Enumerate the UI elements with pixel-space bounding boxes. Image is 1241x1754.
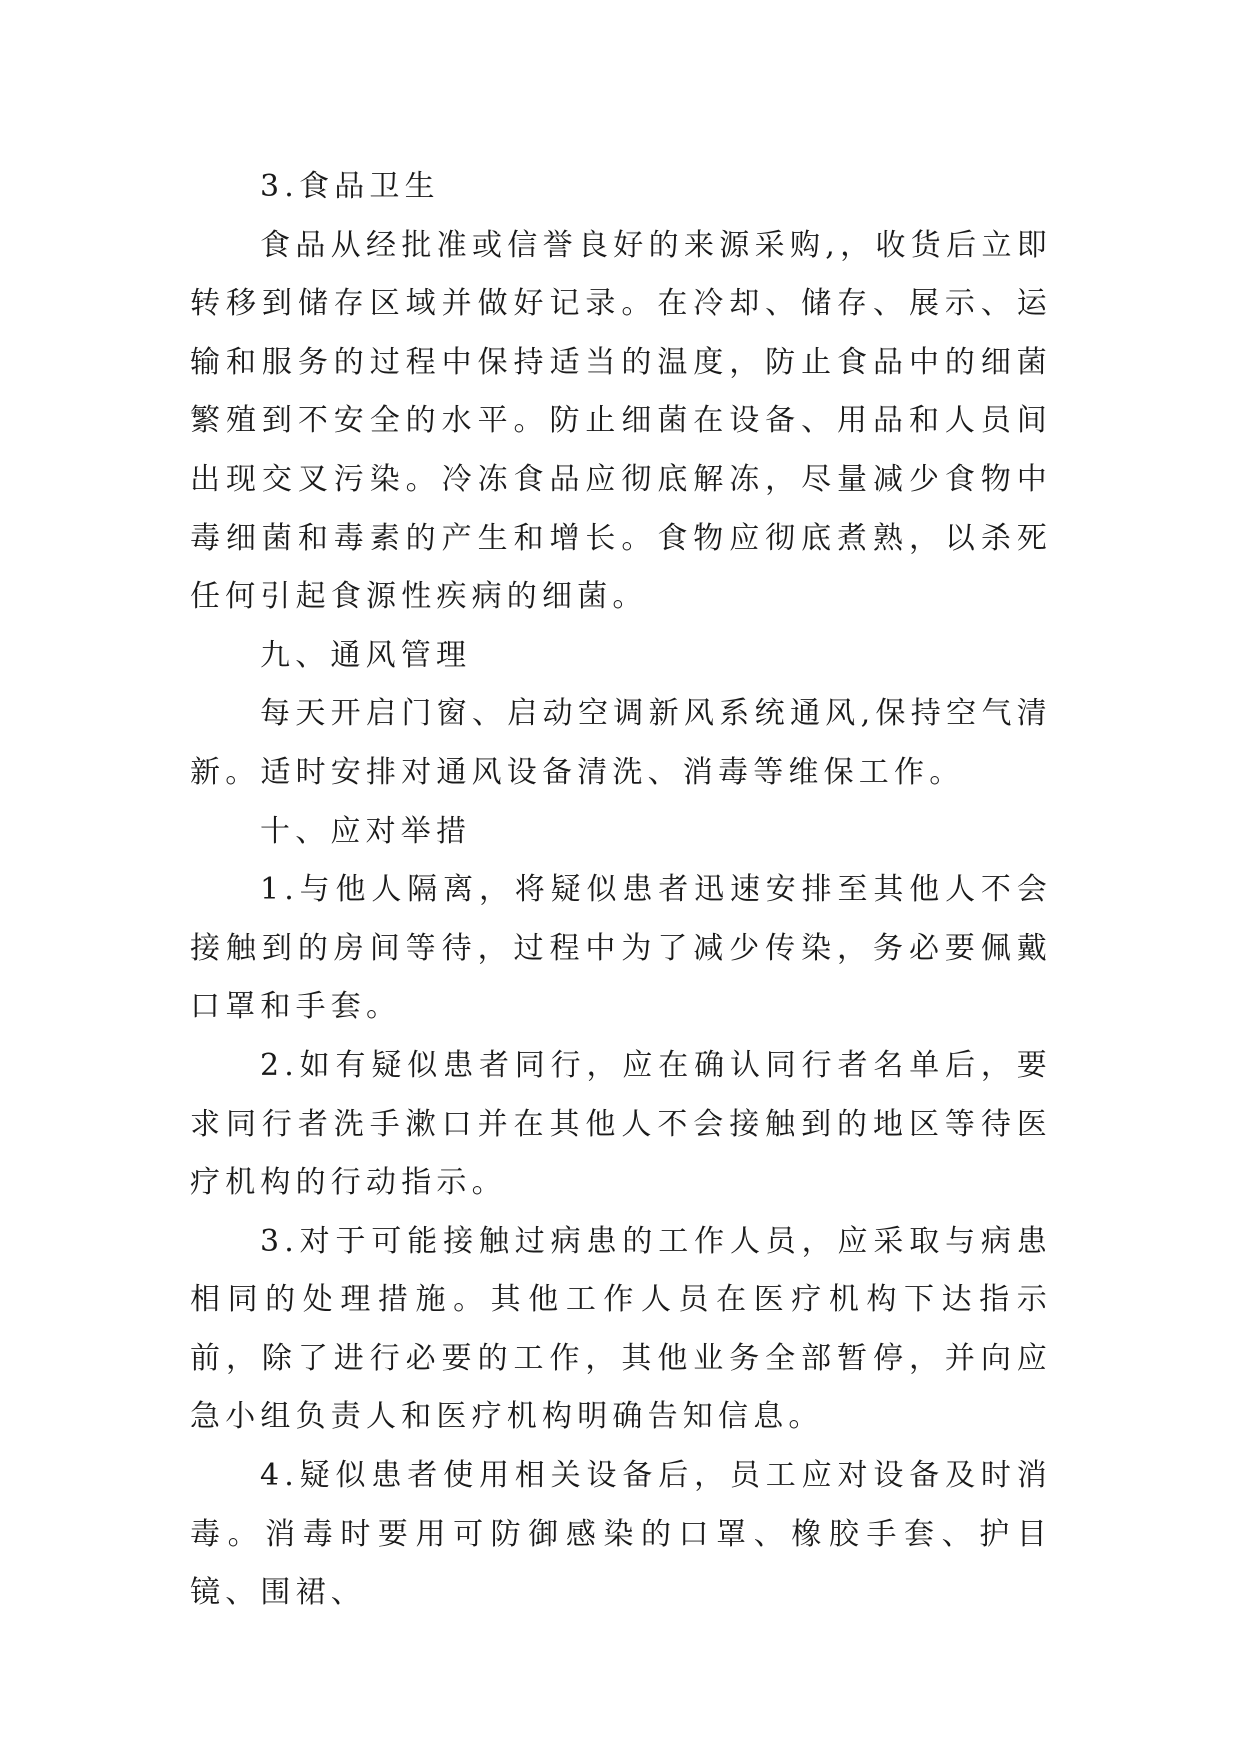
paragraph-measure-3: 3.对于可能接触过病患的工作人员，应采取与病患相同的处理措施。其他工作人员在医疗机构下达指示前，除了进行必要的工作，其他业务全部暂停，并向应急小组负责人和医疗机构明确告知信息。 xyxy=(190,1223,1052,1435)
paragraph-measure-2: 2.如有疑似患者同行，应在确认同行者名单后，要求同行者洗手漱口并在其他人不会接触到的地区等待医疗机构的行动指示。 xyxy=(190,1047,1052,1201)
paragraph-ventilation: 每天开启门窗、启动空调新风系统通风,保持空气清新。适时安排对通风设备清洗、消毒等维保工作。 xyxy=(190,696,1052,790)
document-body xyxy=(190,158,1052,1623)
heading-ventilation: 九、通风管理 xyxy=(260,637,472,673)
heading-food-hygiene: 3.食品卫生 xyxy=(260,169,440,204)
paragraph-food-hygiene: 食品从经批准或信誉良好的来源采购,，收货后立即转移到储存区域并做好记录。在冷却、储存、展示、运输和服务的过程中保持适当的温度，防止食品中的细菌繁殖到不安全的水平。防止细菌在设备、用品和人员间出现交叉污染。冷冻食品应彻底解冻，尽量减少食物中毒细菌和毒素的产生和增长。食物应彻底煮熟，以杀死任何引起食源性疾病的细菌。 xyxy=(190,227,1052,615)
paragraph-measure-4: 4.疑似患者使用相关设备后，员工应对设备及时消毒。消毒时要用可防御感染的口罩、橡胶手套、护目镜、围裙、 xyxy=(190,1458,1052,1611)
heading-response-measures: 十、应对举措 xyxy=(260,813,472,849)
paragraph-measure-1: 1.与他人隔离，将疑似患者迅速安排至其他人不会接触到的房间等待，过程中为了减少传染，务必要佩戴口罩和手套。 xyxy=(190,872,1052,1025)
